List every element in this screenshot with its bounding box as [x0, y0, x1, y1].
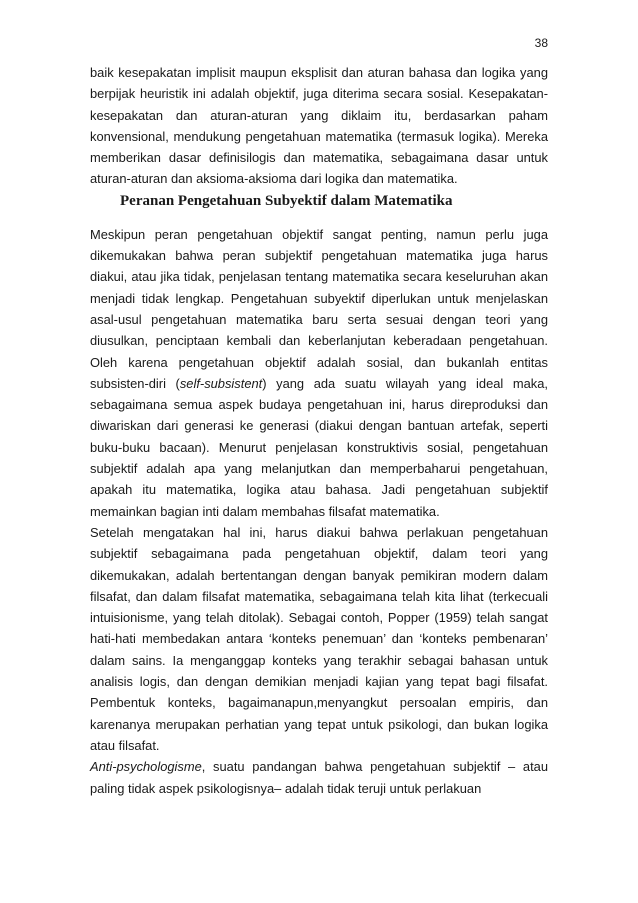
page-number: 38 — [534, 36, 548, 50]
italic-term: self-subsistent — [179, 375, 263, 391]
italic-term: Anti-psychologisme — [90, 759, 202, 775]
paragraph-text: ) yang ada suatu wilayah yang ideal maka, sebagaimana semua aspek budaya pengetahuan ini, harus direproduksi dan diwariskan dari generasi ke generasi (diakui dengan bantuan artefak, seperti buku-buku bacaan). Menurut penjelasan konstruktivis sosial, pengetahuan subjektif adalah apa yang melanjutkan dan memperbaharui pengetahuan, apakah itu matematika, logika atau bahasa. Jadi pengetahuan subjektif memainkan bagian inti dalam membahas filsafat matematika. — [90, 375, 548, 519]
paragraph-intro: baik kesepakatan implisit maupun eksplisit dan aturan bahasa dan logika yang berpijak heuristik ini adalah objektif, juga diterima secara sosial. Kesepakatan-kesepakatan dan aturan-aturan yang diklaim itu, berdasarkan paham konvensional, mendukung pengetahuan matematika (termasuk logika). Mereka memberikan dasar definisilogis dan matematika, sebagaimana dasar untuk aturan-aturan dan aksioma-aksioma dari logika dan matematika. — [90, 65, 548, 187]
paragraph-text: Meskipun peran pengetahuan objektif sangat penting, namun perlu juga dikemukakan bahwa peran subjektif pengetahuan matematika juga harus diakui, atau jika tidak, penjelasan tentang matematika secara keseluruhan akan menjadi tidak lengkap. Pengetahuan subyektif diperlukan untuk menjelaskan asal-usul pengetahuan matematika baru serta sesuai dengan teori yang diusulkan, penciptaan kembali dan keberlanjutan keberadaan pengetahuan. Oleh karena pengetahuan objektif adalah sosial, dan bukanlah entitas subsisten-diri ( — [90, 226, 548, 391]
paragraph-anti-psychologism — [90, 756, 548, 799]
paragraph-subjective-knowledge — [90, 224, 548, 522]
paragraph-popper: Setelah mengatakan hal ini, harus diakui bahwa perlakuan pengetahuan subjektif sebagaimana pada pengetahuan objektif, dalam teori yang dikemukakan, adalah bertentangan dengan banyak pemikiran modern dalam filsafat, dan dalam filsafat matematika, sebagaimana telah kita lihat (terkecuali intuisionisme, yang telah ditolak). Sebagai contoh, Popper (1959) telah sangat hati-hati membedakan antara ‘konteks penemuan’ dan ‘konteks pembenaran’ dalam sains. Ia menganggap konteks yang terakhir sebagai bahasan untuk analisis logis, dan dengan demikian menjadi kajian yang tepat bagi filsafat. Pembentuk konteks, bagaimanapun,menyangkut persoalan empiris, dan karenanya merupakan perhatian yang tepat untuk psikologi, dan bukan logika atau filsafat. — [90, 524, 548, 753]
section-heading: Peranan Pengetahuan Subyektif dalam Matematika — [120, 192, 453, 209]
heading-spacer — [90, 212, 548, 224]
page-content — [90, 62, 548, 799]
paragraph-text: , suatu pandangan bahwa pengetahuan subjektif – atau paling tidak aspek psikologisnya– adalah tidak teruji untuk perlakuan — [90, 759, 548, 796]
